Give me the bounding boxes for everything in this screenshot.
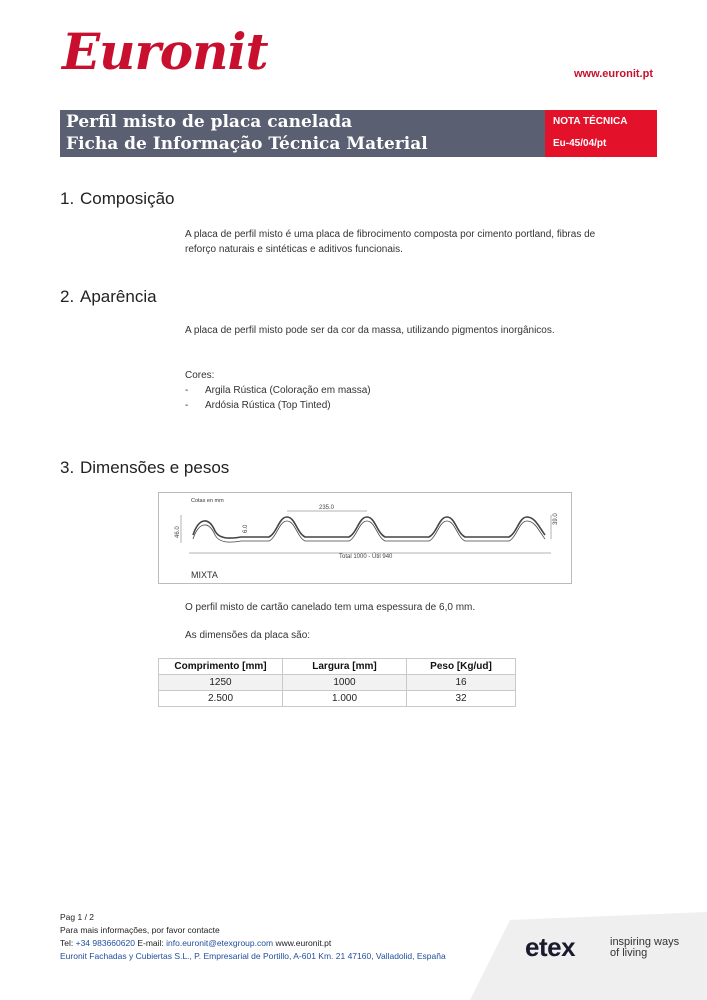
section-heading-dimensoes: 3. Dimensões e pesos bbox=[60, 458, 230, 477]
table-cell: 1250 bbox=[159, 675, 283, 691]
profile-drawing bbox=[158, 492, 572, 584]
col-header-largura: Largura [mm] bbox=[283, 659, 407, 675]
cotas-label: Cotas en mm bbox=[191, 498, 224, 504]
table-cell: 1.000 bbox=[283, 691, 407, 707]
nota-label: NOTA TÉCNICA bbox=[553, 116, 628, 127]
contact-line: Para mais informações, por favor contacte bbox=[60, 925, 220, 935]
etex-logo: etex bbox=[525, 932, 576, 962]
profile-diagram-svg bbox=[159, 493, 571, 583]
dim-total: Total 1000 - Útil 940 bbox=[339, 554, 393, 560]
cores-label: Cores: bbox=[185, 370, 215, 381]
table-cell: 16 bbox=[407, 675, 516, 691]
section-heading-composicao: 1. Composição bbox=[60, 189, 175, 208]
nota-tecnica-box bbox=[545, 110, 657, 157]
dim-pitch: 235.0 bbox=[319, 505, 335, 511]
section-heading-aparencia: 2. Aparência bbox=[60, 287, 157, 306]
cores-list bbox=[185, 368, 645, 413]
document-subtitle: Ficha de Informação Técnica Material bbox=[66, 134, 428, 154]
table-row bbox=[159, 691, 516, 707]
table-header-row bbox=[159, 659, 516, 675]
document-title: Perfil misto de placa canelada bbox=[66, 112, 353, 132]
composicao-text: A placa de perfil misto é uma placa de fibrocimento composta por cimento portland, fibras de reforço naturais e sintéticas e aditivos funcionais. bbox=[185, 229, 596, 255]
table-row bbox=[159, 675, 516, 691]
aparencia-text: A placa de perfil misto pode ser da cor da massa, utilizando pigmentos inorgânicos. bbox=[185, 325, 555, 336]
col-header-peso: Peso [Kg/ud] bbox=[407, 659, 516, 675]
dim-thickness: 6.0 bbox=[243, 524, 249, 533]
col-header-comprimento: Comprimento [mm] bbox=[159, 659, 283, 675]
company-address: Euronit Fachadas y Cubiertas S.L., P. Empresarial de Portillo, A-601 Km. 21 47160, Valladolid, España bbox=[60, 951, 446, 961]
title-bar bbox=[60, 110, 545, 157]
header-website-link[interactable]: www.euronit.pt bbox=[573, 68, 653, 80]
dim-edge: 39.0 bbox=[553, 513, 559, 525]
dim-height: 46.0 bbox=[175, 526, 181, 538]
dimensions-table bbox=[158, 658, 516, 707]
cores-item: - Argila Rústica (Coloração em massa) bbox=[185, 385, 371, 396]
dimensoes-intro: As dimensões da placa são: bbox=[185, 630, 311, 641]
phone-link[interactable]: +34 983660620 bbox=[75, 938, 135, 948]
email-link[interactable]: info.euronit@etexgroup.com bbox=[166, 938, 274, 948]
euronit-logo: Euronit bbox=[62, 22, 268, 81]
contact-details: Tel: +34 983660620 E-mail: info.euronit@etexgroup.com www.euronit.pt bbox=[60, 938, 332, 948]
footer-website-link[interactable]: www.euronit.pt bbox=[275, 938, 332, 948]
table-cell: 1000 bbox=[283, 675, 407, 691]
cores-item: - Ardósia Rústica (Top Tinted) bbox=[185, 400, 331, 411]
espessura-text: O perfil misto de cartão canelado tem uma espessura de 6,0 mm. bbox=[185, 602, 476, 613]
table-cell: 32 bbox=[407, 691, 516, 707]
profile-label: MIXTA bbox=[191, 570, 218, 580]
nota-code: Eu-45/04/pt bbox=[553, 138, 607, 149]
page-number: Pag 1 / 2 bbox=[60, 912, 95, 922]
table-cell: 2.500 bbox=[159, 691, 283, 707]
etex-tagline: inspiring ways of living bbox=[610, 936, 680, 959]
